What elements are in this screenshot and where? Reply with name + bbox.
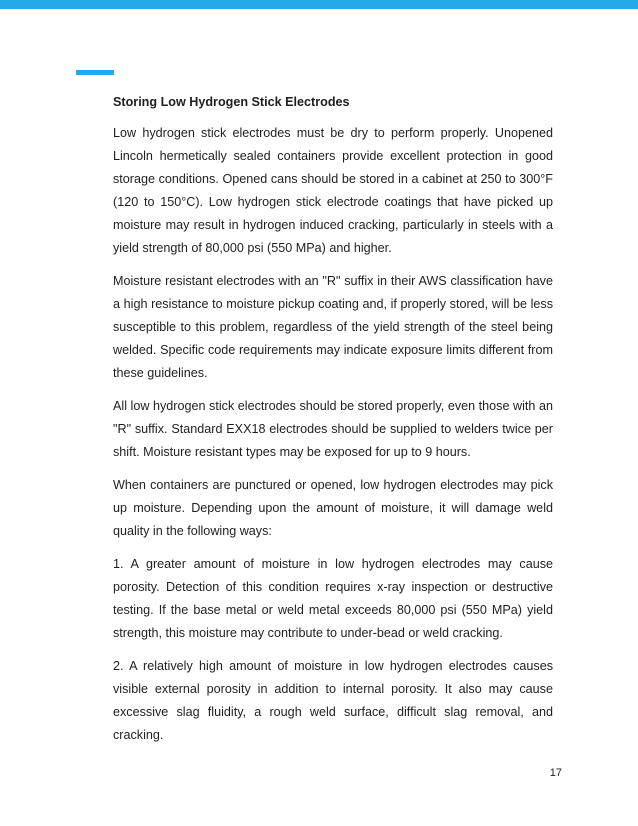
- paragraph-storage-rules: All low hydrogen stick electrodes should be stored properly, even those with an "R" suffix. Standard EXX18 electrodes should be supplied to welders twice per shift. Moisture resistant types may be exposed for up to 9 hours.: [113, 399, 553, 459]
- paragraph-moisture-resistant: Moisture resistant electrodes with an "R" suffix in their AWS classification have a high resistance to moisture pickup coating and, if properly stored, will be less susceptible to this problem, regardless of the yield strength of the steel being welded. Specific code requirements may indicate exposure limits different from these guidelines.: [113, 274, 553, 380]
- header-bar: [0, 0, 638, 9]
- page-content: [113, 94, 553, 757]
- list-item-2: 2. A relatively high amount of moisture in low hydrogen electrodes causes visible external porosity in addition to internal porosity. It also may cause excessive slag fluidity, a rough weld surface, difficult slag removal, and cracking.: [113, 659, 553, 742]
- page-number: 17: [549, 767, 562, 779]
- paragraph-containers-opened: When containers are punctured or opened, low hydrogen electrodes may pick up moisture. Depending upon the amount of moisture, it will damage weld quality in the following ways:: [113, 478, 553, 538]
- section-title: Storing Low Hydrogen Stick Electrodes: [113, 95, 350, 109]
- list-item-1: 1. A greater amount of moisture in low hydrogen electrodes may cause porosity. Detection of this condition requires x-ray inspection or destructive testing. If the base metal or weld metal exceeds 80,000 psi (550 MPa) yield strength, this moisture may contribute to under-bead or weld cracking.: [113, 557, 553, 640]
- paragraph-storage: Low hydrogen stick electrodes must be dry to perform properly. Unopened Lincoln hermetically sealed containers provide excellent protection in good storage conditions. Opened cans should be stored in a cabinet at 250 to 300°F (120 to 150°C). Low hydrogen stick electrode coatings that have picked up moisture may result in hydrogen induced cracking, particularly in steels with a yield strength of 80,000 psi (550 MPa) and higher.: [113, 126, 553, 255]
- section-accent-line: [76, 70, 114, 75]
